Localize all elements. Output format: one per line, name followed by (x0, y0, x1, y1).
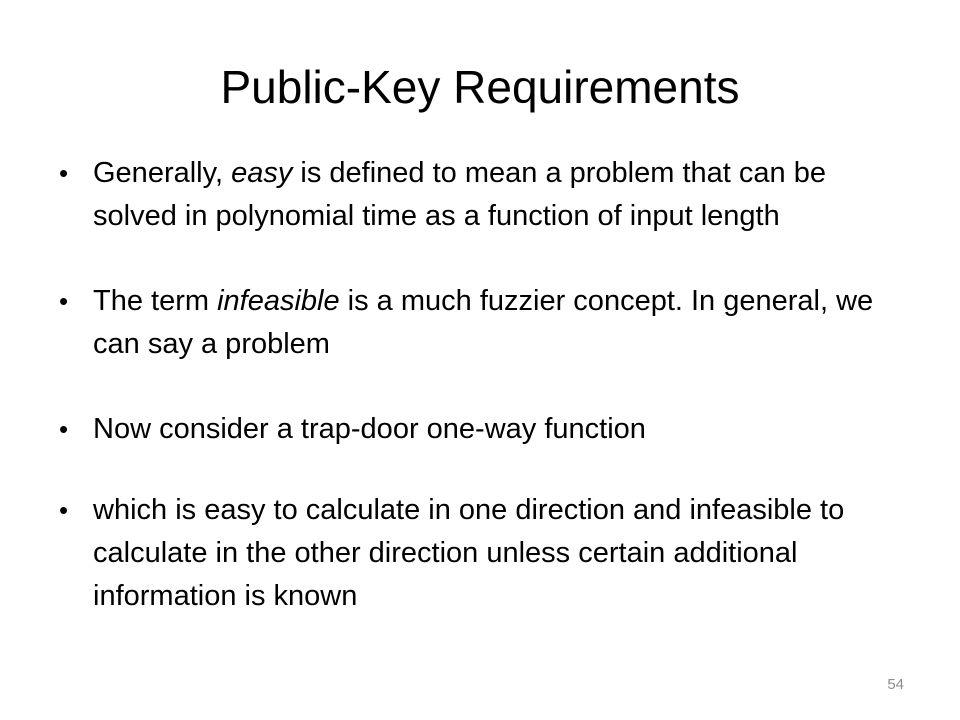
slide-title: Public-Key Requirements (220, 61, 740, 113)
bullet-text-emphasis: easy (231, 157, 293, 189)
bullet-list (55, 152, 905, 618)
bullet-text-pre: The term (93, 285, 218, 317)
page-number: 54 (887, 676, 904, 693)
bullet-text: which is easy to calculate in one direction and infeasible to calculate in the other direction unless certain additional information is known (93, 494, 845, 612)
bullet-item-trapdoor (55, 408, 905, 451)
bullet-item-easy (55, 152, 905, 238)
bullet-item-direction (55, 489, 905, 618)
bullet-text: Now consider a trap-door one-way function (93, 413, 646, 445)
bullet-icon: • (59, 495, 69, 525)
bullet-item-infeasible (55, 280, 905, 366)
bullet-icon: • (59, 414, 69, 444)
bullet-text (93, 285, 873, 360)
bullet-text-post: is defined to mean a problem that can be solved in polynomial time as a function of input length (93, 157, 826, 232)
bullet-icon: • (59, 286, 69, 316)
bullet-text-pre: Generally, (93, 157, 232, 189)
bullet-icon: • (59, 158, 69, 188)
bullet-text-post: is a much fuzzier concept. In general, we can say a problem (93, 285, 874, 360)
bullet-text (93, 157, 826, 232)
bullet-text-emphasis: infeasible (217, 285, 340, 317)
